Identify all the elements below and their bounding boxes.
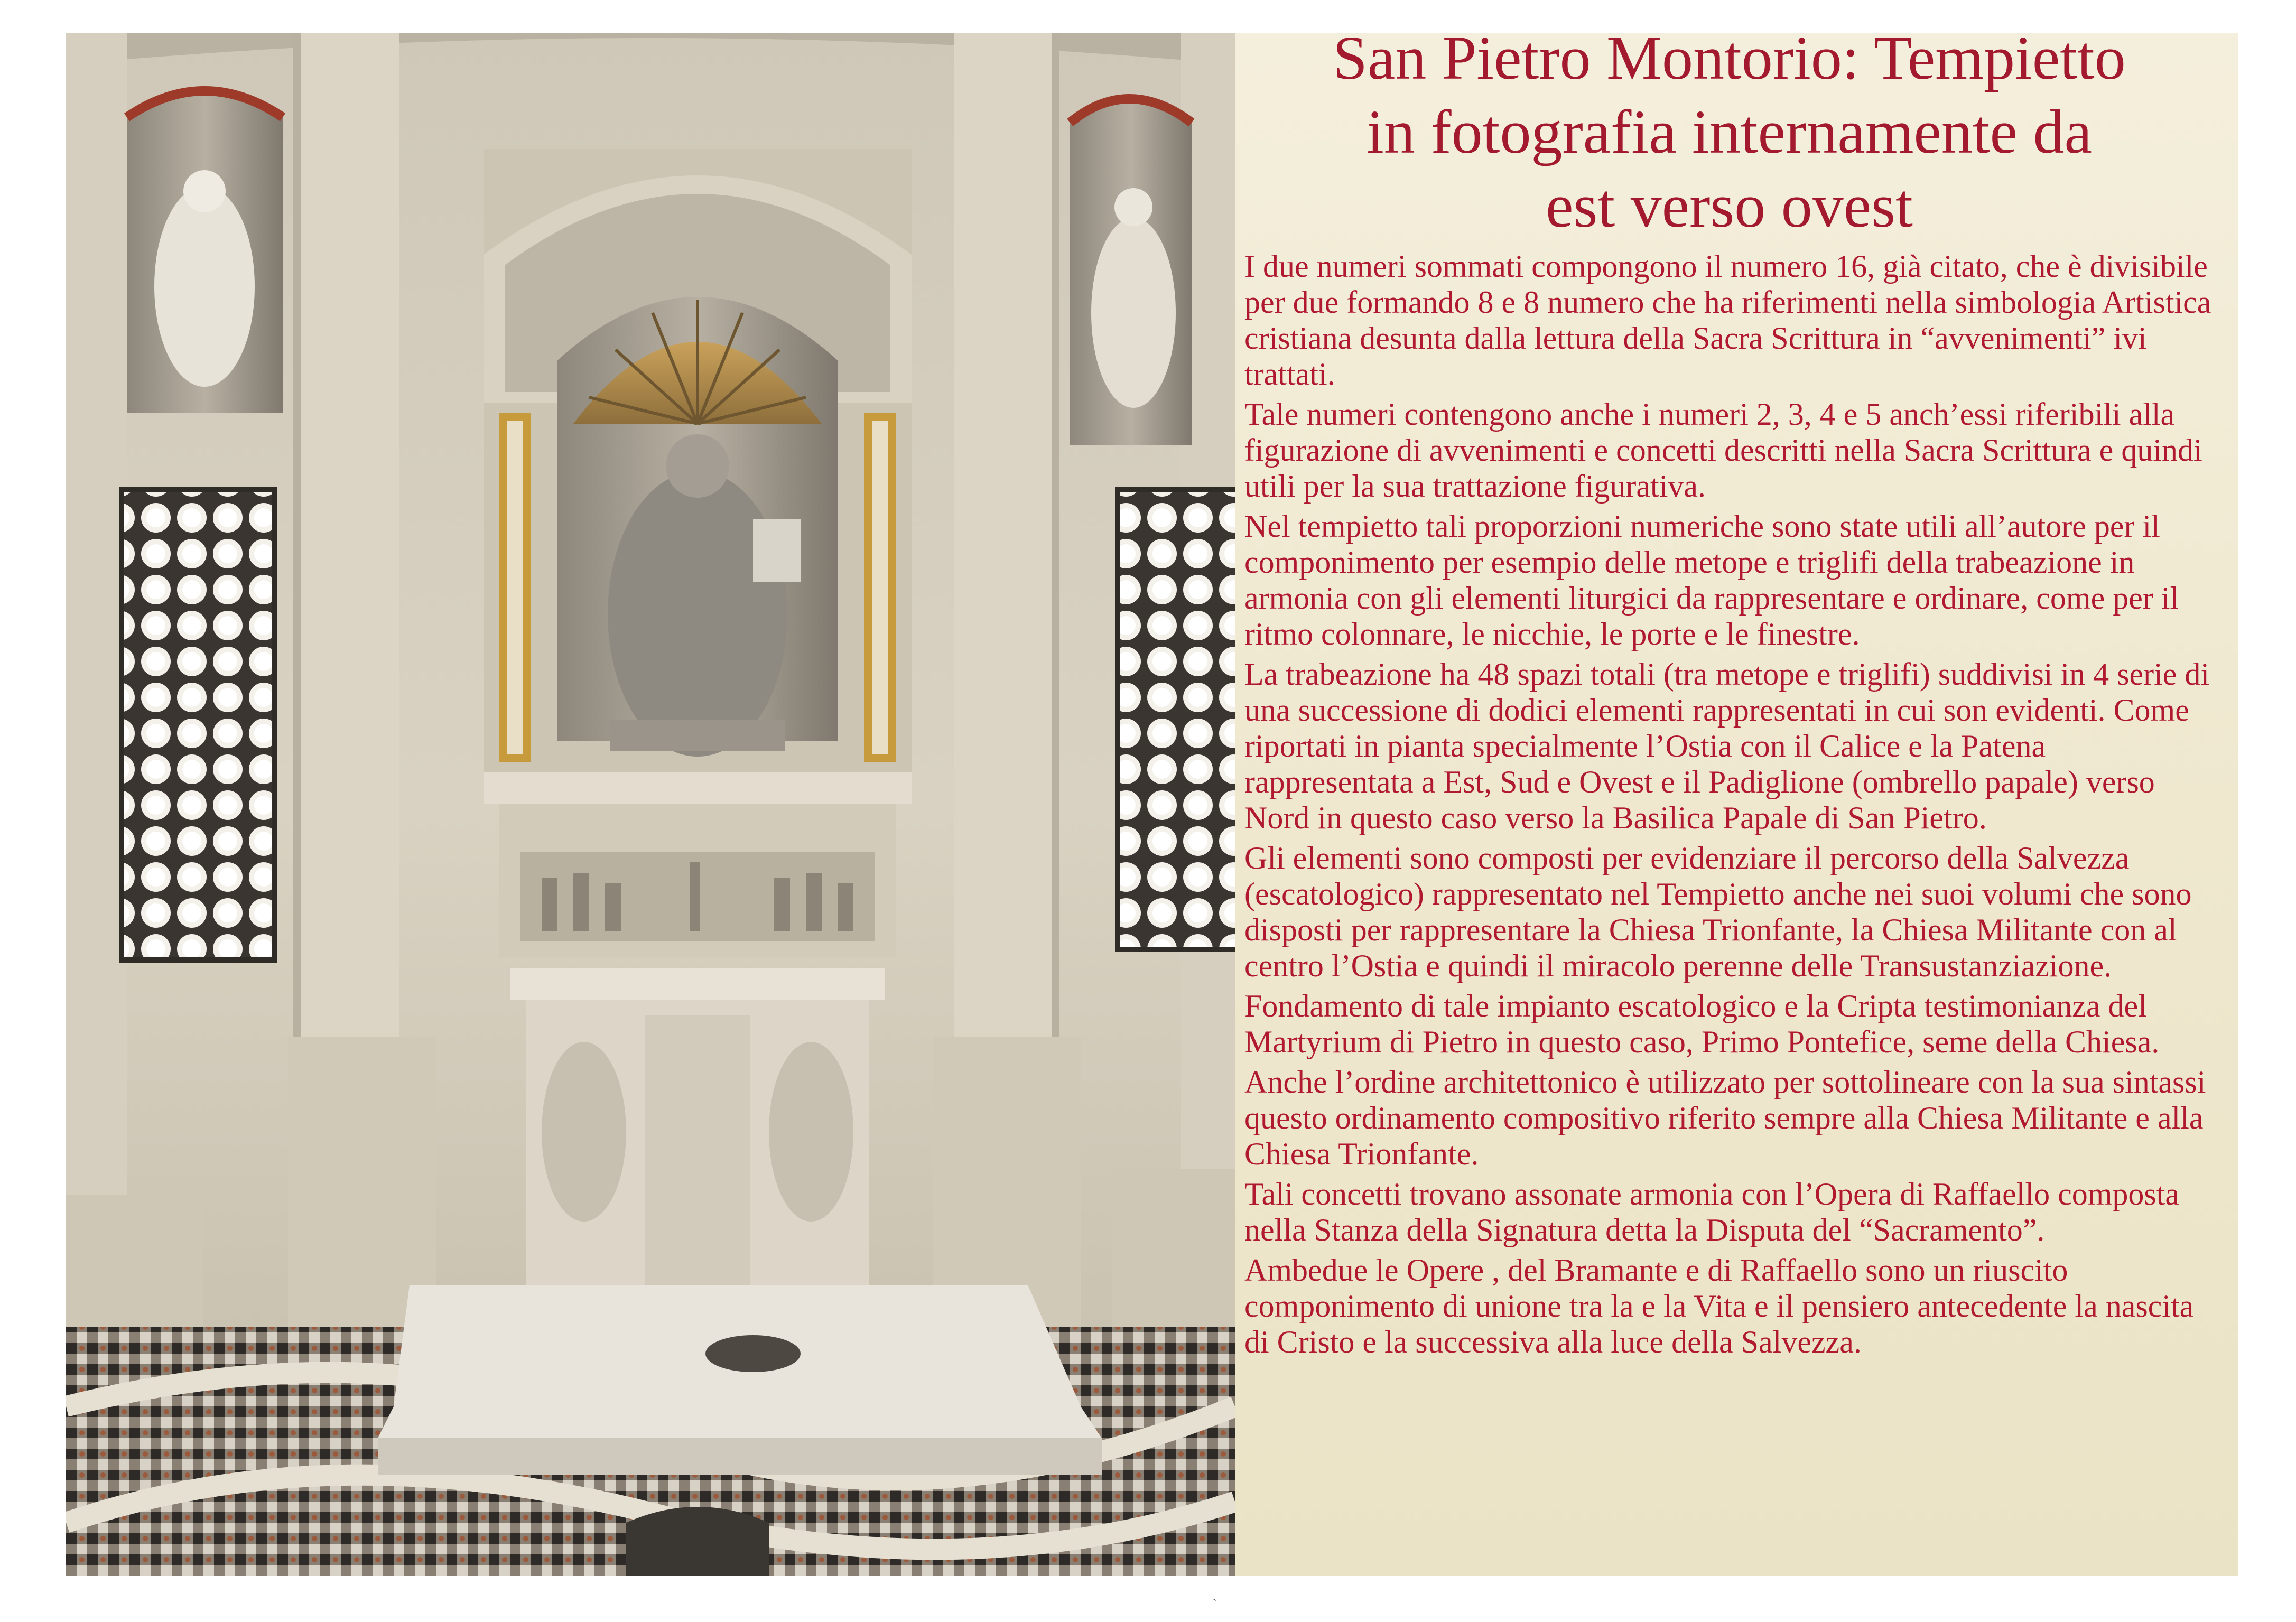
paragraph: Fondamento di tale impianto escatologico e la Cripta testimonianza del Martyrium di Pietro in questo caso, Primo Pontefice, seme della Chiesa. — [1244, 989, 2160, 1059]
paragraph: Gli elementi sono composti per evidenziare il percorso della Salvezza (escatologico) rappresentato nel Tempietto anche nei suoi volumi che sono disposti per rappresentare la Chiesa Trionfante, la Chiesa Militante con al centro l’Ostia e quindi il miracolo perenne delle Transustanziazione. — [1244, 841, 2192, 983]
title-line: in fotografia internamente da — [1367, 97, 2092, 166]
footer-mark: ` — [1213, 1597, 1217, 1610]
paragraph: Anche l’ordine architettonico è utilizzato per sottolineare con la sua sintassi questo ordinamento compositivo riferito sempre alla Chiesa Militante e alla Chiesa Trionfante. — [1244, 1065, 2206, 1171]
paragraph: Tale numeri contengono anche i numeri 2, 3, 4 e 5 anch’essi riferibili alla figurazione di avvenimenti e concetti descritti nella Sacra Scrittura e quindi utili per la sua trattazione figurativa. — [1244, 397, 2202, 504]
paragraph: Tali concetti trovano assonate armonia con l’Opera di Raffaello composta nella Stanza della Signatura detta la Disputa del “Sacramento”. — [1244, 1177, 2180, 1247]
paragraph: Nel tempietto tali proporzioni numeriche sono state utili all’autore per il componimento per esempio delle metope e triglifi della trabeazione in armonia con gli elementi liturgici da rappresentare e ordinare, come per il ritmo colonnare, le nicchie, le porte e le finestre. — [1244, 509, 2179, 651]
text-column — [1244, 21, 2214, 1585]
page-title — [1244, 21, 2214, 243]
tempietto-interior-photo — [66, 33, 1235, 1576]
body-text — [1244, 248, 2214, 1360]
title-line: San Pietro Montorio: Tempietto — [1333, 23, 2126, 92]
paragraph: I due numeri sommati compongono il numero 16, già citato, che è divisibile per due formando 8 e 8 numero che ha riferimenti nella simbologia Artistica cristiana desunta dalla lettura della Sacra Scrittura in “avvenimenti” ivi trattati. — [1244, 249, 2211, 391]
paragraph: La trabeazione ha 48 spazi totali (tra metope e triglifi) suddivisi in 4 serie di una successione di dodici elementi rappresentati in cui son evidenti. Come riportati in pianta specialmente l’Ostia con il Calice e la Patena rappresentata a Est, Sud e Ovest e il Padiglione (ombrello papale) verso Nord in questo caso verso la Basilica Papale di San Pietro. — [1244, 657, 2210, 835]
title-line: est verso ovest — [1546, 171, 1913, 240]
paragraph: Ambedue le Opere , del Bramante e di Raffaello sono un riuscito componimento di unione tra la e la Vita e il pensiero antecedente la nascita di Cristo e la successiva alla luce della Salvezza. — [1244, 1253, 2194, 1359]
